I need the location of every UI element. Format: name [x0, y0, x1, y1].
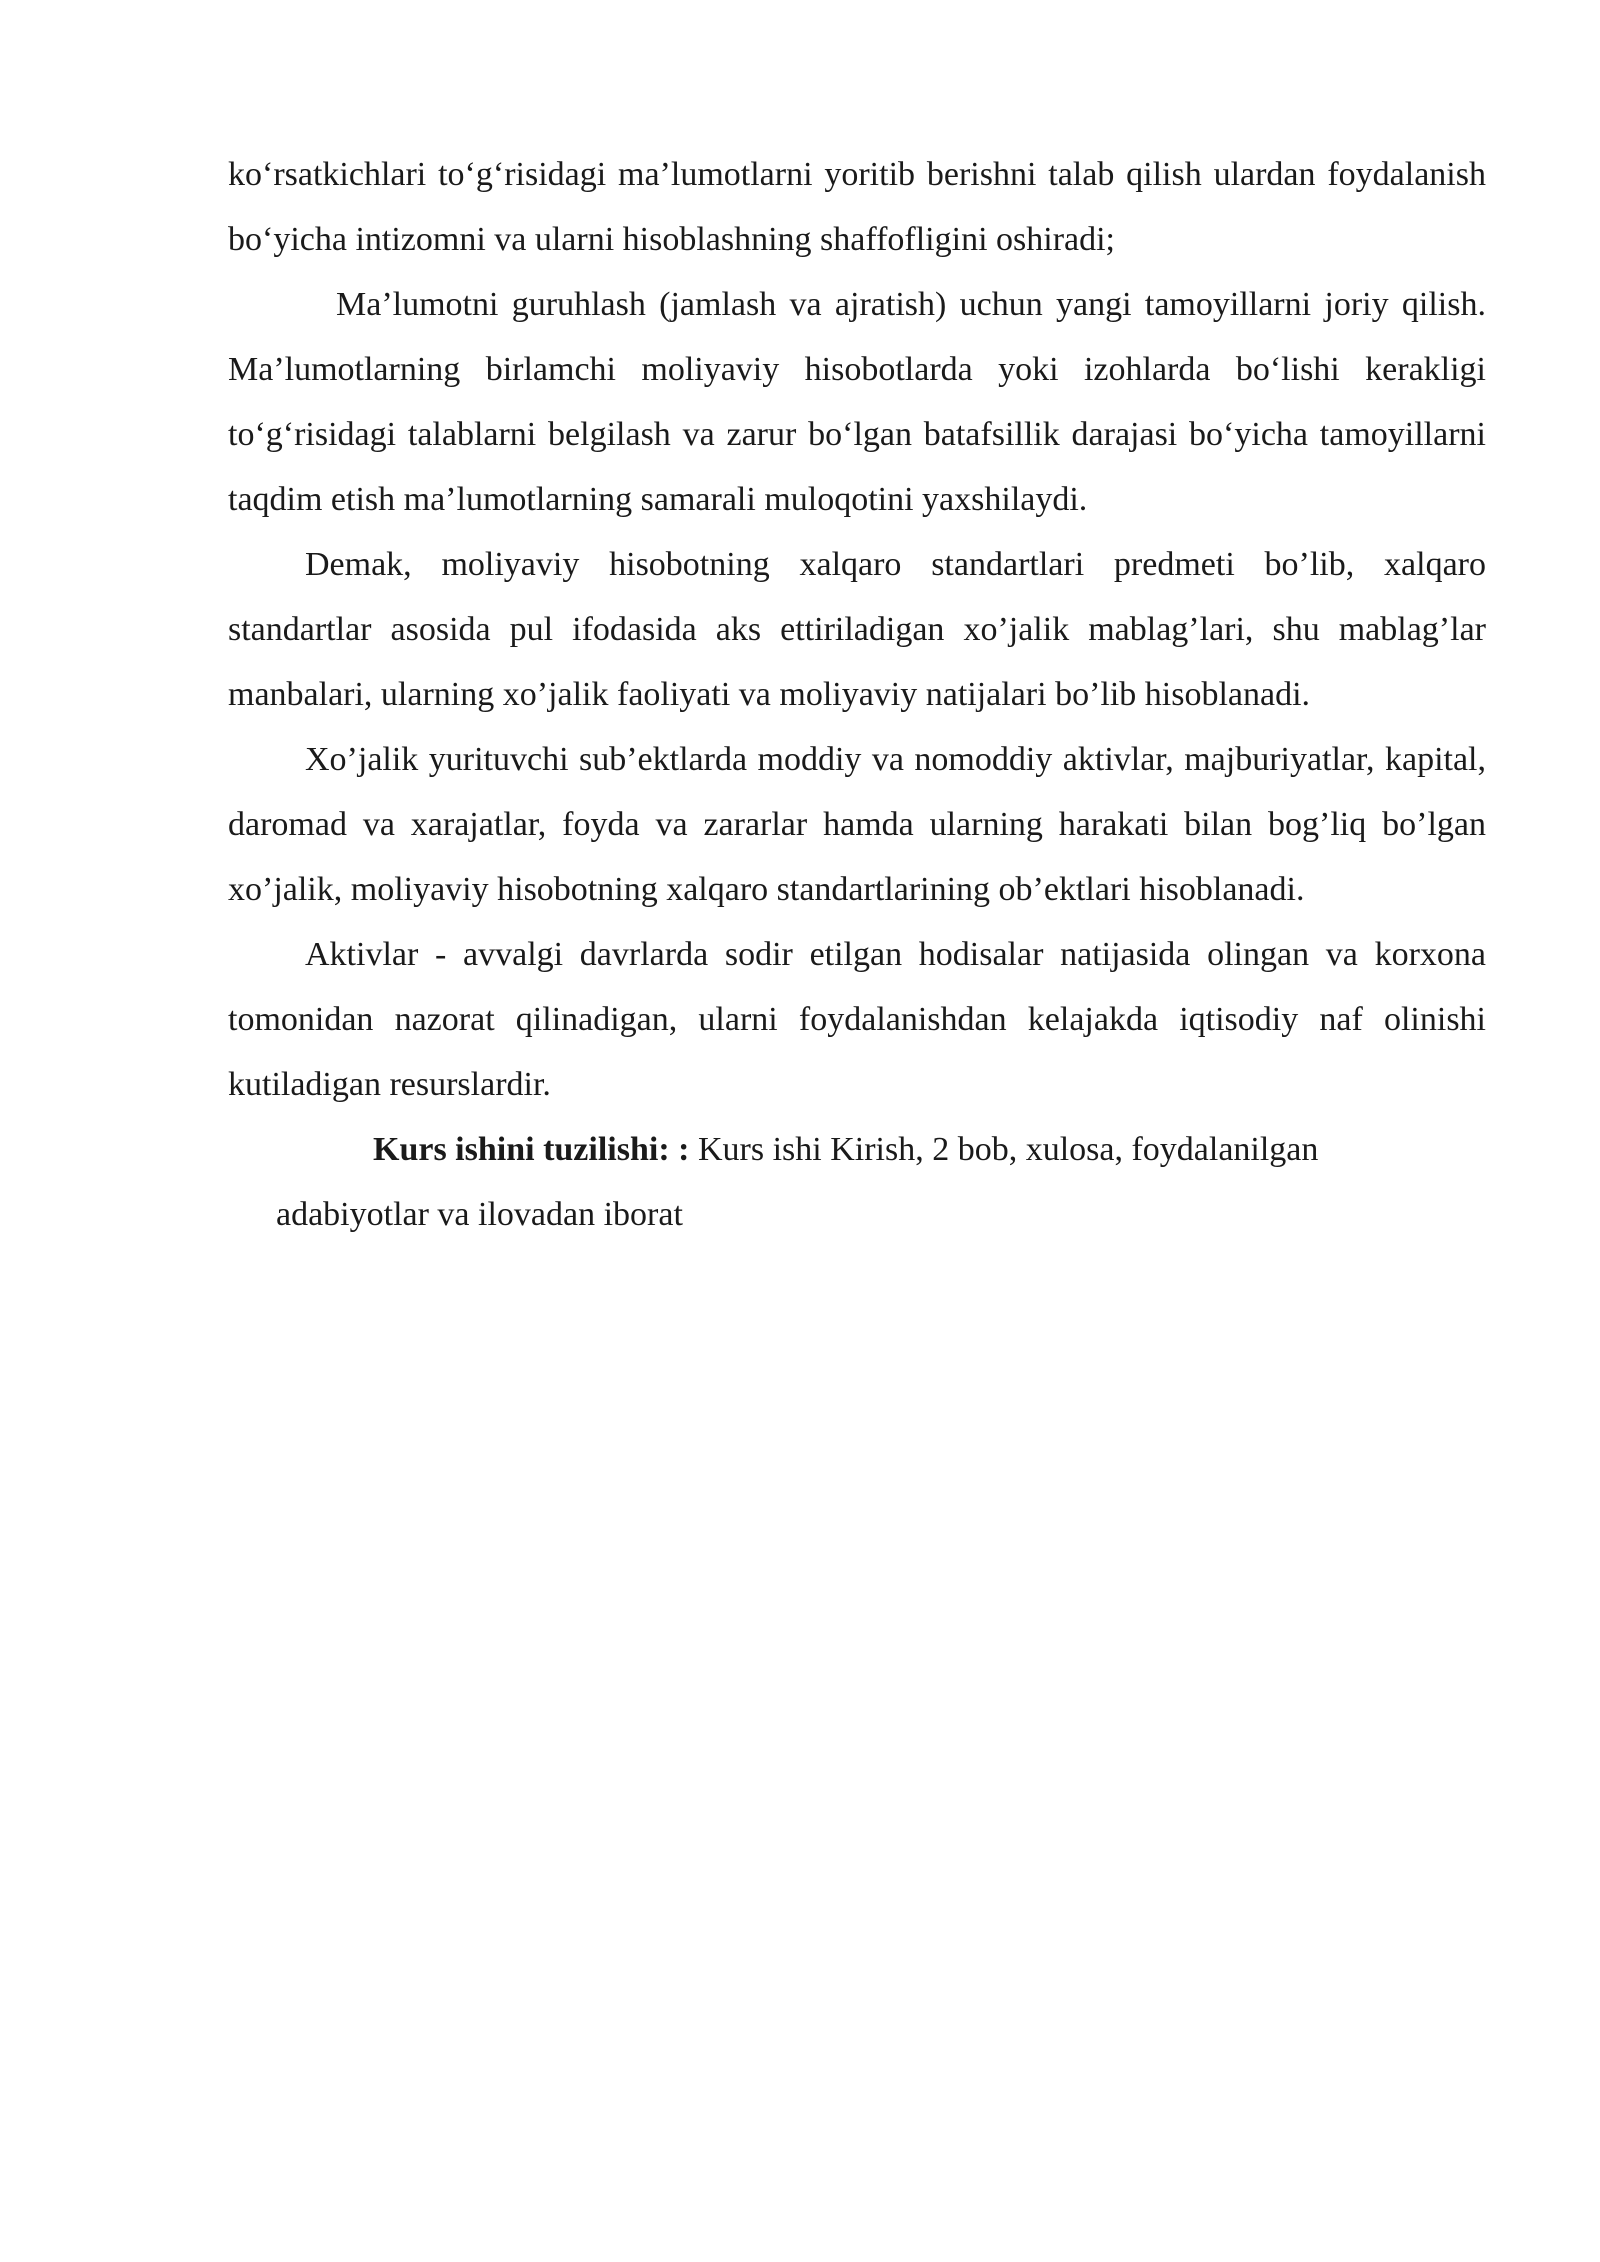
course-structure-text-line2: adabiyotlar va ilovadan iborat — [276, 1196, 683, 1233]
document-page — [228, 142, 1486, 1247]
course-structure-label: Kurs ishini tuzilishi: : — [373, 1131, 690, 1168]
course-structure-text-line1: Kurs ishi Kirish, 2 bob, xulosa, foydalanilgan — [697, 1131, 1319, 1168]
paragraph-3: Demak, moliyaviy hisobotning xalqaro standartlari predmeti bo’lib, xalqaro standartlar asosida pul ifodasida aks ettiriladigan xo’jalik mablag’lari, shu mablag’lar manbalari, ularning xo’jalik faoliyati va moliyaviy natijalari bo’lib hisoblanadi. — [228, 546, 1486, 713]
paragraph-2: Ma’lumotni guruhlash (jamlash va ajratish) uchun yangi tamoyillarni joriy qilish. Ma’lumotlarning birlamchi moliyaviy hisobotlarda yoki izohlarda bo‘lishi kerakligi to‘g‘risidagi talablarni belgilash va zarur bo‘lgan batafsillik darajasi bo‘yicha tamoyillarni taqdim etish ma’lumotlarning samarali muloqotini yaxshilaydi. — [228, 286, 1486, 518]
paragraph-1: ko‘rsatkichlari to‘g‘risidagi ma’lumotlarni yoritib berishni talab qilish ulardan foydalanish bo‘yicha intizomni va ularni hisoblashning shaffofligini oshiradi; — [228, 156, 1486, 258]
course-structure-paragraph — [228, 1117, 1486, 1247]
paragraph-5: Aktivlar - avvalgi davrlarda sodir etilgan hodisalar natijasida olingan va korxona tomonidan nazorat qilinadigan, ularni foydalanishdan kelajakda iqtisodiy naf olinishi kutiladigan resurslardir. — [228, 936, 1486, 1103]
paragraph-4: Xo’jalik yurituvchi sub’ektlarda moddiy va nomoddiy aktivlar, majburiyatlar, kapital, daromad va xarajatlar, foyda va zararlar hamda ularning harakati bilan bog’liq bo’lgan xo’jalik, moliyaviy hisobotning xalqaro standartlarining ob’ektlari hisoblanadi. — [228, 741, 1486, 908]
